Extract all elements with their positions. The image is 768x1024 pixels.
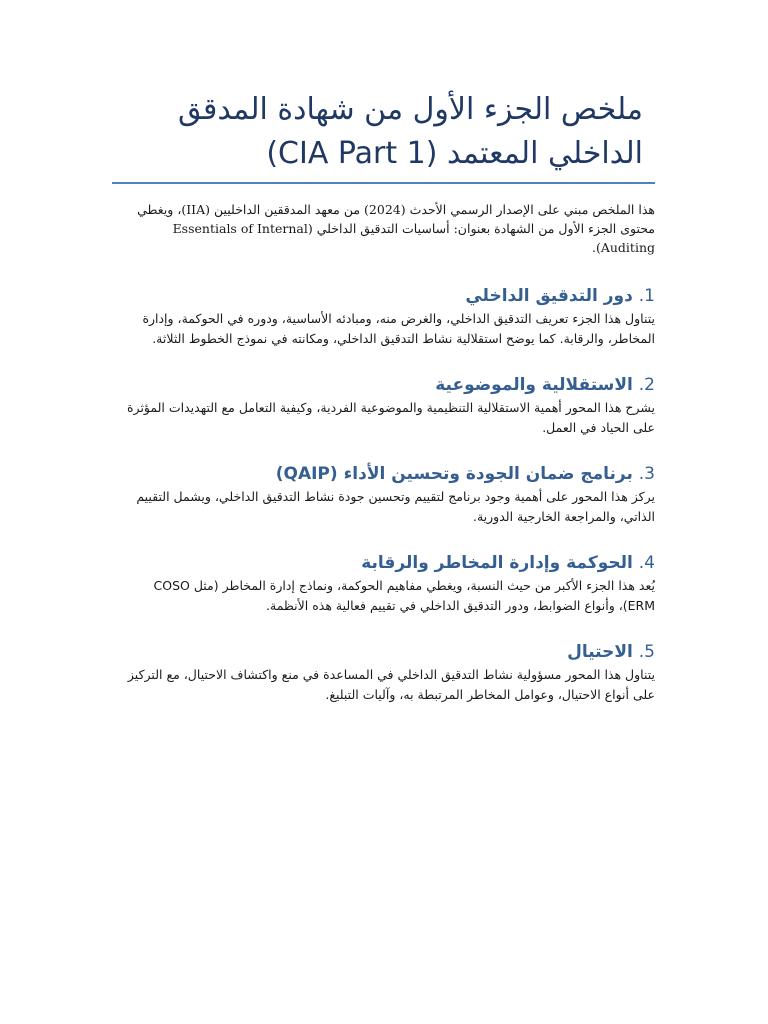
section-governance-risk-control	[112, 552, 655, 615]
section-title: برنامج ضمان الجودة وتحسين الأداء (QAIP)	[275, 464, 633, 484]
section-heading	[112, 463, 655, 485]
document-title: ملخص الجزء الأول من شهادة المدقق الداخلي المعتمد (CIA Part 1)	[177, 92, 643, 171]
title-divider	[112, 182, 655, 184]
section-qaip	[112, 463, 655, 526]
section-role-of-internal-audit	[112, 285, 655, 348]
section-body: يُعد هذا الجزء الأكبر من حيث النسبة، ويغطي مفاهيم الحوكمة، ونماذج إدارة المخاطر (مثل COSO ERM)، وأنواع الضوابط، ودور التدقيق الداخلي في تقييم فعالية هذه الأنظمة.	[153, 578, 655, 613]
section-independence-objectivity	[112, 374, 655, 437]
document-page	[112, 88, 655, 730]
section-number: 5.	[638, 642, 655, 662]
section-number: 1.	[638, 286, 655, 306]
section-body: يشرح هذا المحور أهمية الاستقلالية التنظيمية والموضوعية الفردية، وكيفية التعامل مع التهديدات المؤثرة على الحياد في العمل.	[127, 400, 655, 435]
section-heading	[112, 374, 655, 396]
section-title: الحوكمة وإدارة المخاطر والرقابة	[361, 553, 633, 573]
section-heading	[112, 641, 655, 663]
section-number: 2.	[638, 375, 655, 395]
section-fraud	[112, 641, 655, 704]
section-heading	[112, 552, 655, 574]
intro-paragraph: هذا الملخص مبني على الإصدار الرسمي الأحدث (2024) من معهد المدققين الداخليين (IIA)، ويغطي محتوى الجزء الأول من الشهادة بعنوان: أساسيات التدقيق الداخلي (Essentials of Internal Auditing).	[137, 202, 655, 255]
section-title: الاستقلالية والموضوعية	[435, 375, 633, 395]
section-number: 4.	[638, 553, 655, 573]
section-title: دور التدقيق الداخلي	[465, 286, 633, 306]
section-body: يركز هذا المحور على أهمية وجود برنامج لتقييم وتحسين جودة نشاط التدقيق الداخلي، ويشمل التقييم الذاتي، والمراجعة الخارجية الدورية.	[136, 489, 655, 524]
section-title: الاحتيال	[567, 642, 633, 662]
section-number: 3.	[638, 464, 655, 484]
section-body: يتناول هذا المحور مسؤولية نشاط التدقيق الداخلي في المساعدة في منع واكتشاف الاحتيال، مع التركيز على أنواع الاحتيال، وعوامل المخاطر المرتبطة به، وآليات التبليغ.	[127, 667, 655, 702]
section-heading	[112, 285, 655, 307]
section-body: يتناول هذا الجزء تعريف التدقيق الداخلي، والغرض منه، ومبادئه الأساسية، ودوره في الحوكمة، وإدارة المخاطر، والرقابة. كما يوضح استقلالية نشاط التدقيق الداخلي، ومكانته في نموذج الخطوط الثلاثة.	[142, 311, 655, 346]
